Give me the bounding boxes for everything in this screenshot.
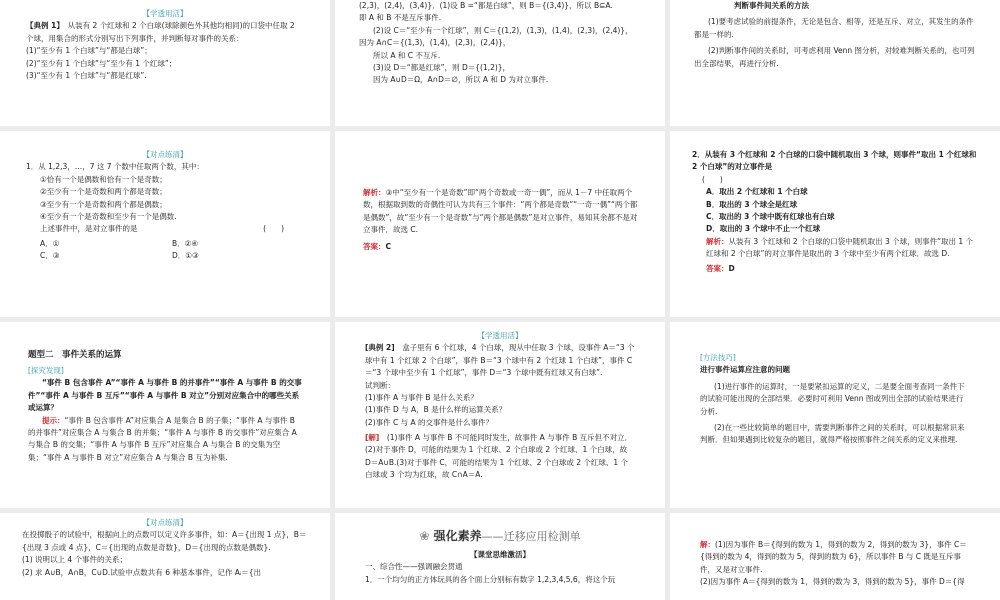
list-item: 一、综合性——强调融会贯通 [365,562,463,572]
answer: 答案：D [706,264,735,274]
solution-line: 即 A 和 B 不是互斥事件. [359,13,442,23]
example-item: (2)“至少有 1 个白球”与“至少有 1 个红球”； [26,58,177,68]
slide-example-2 [335,322,665,508]
option-c[interactable]: C．取出的 3 个球中既有红球也有白球 [706,211,835,221]
method-heading: 判断事件间关系的方法 [734,1,809,10]
example-item: (2)事件 C 与 A 的交事件是什么事件？ [365,417,494,427]
slide-topic-2 [0,322,330,508]
solution-line: 因为 A∪D＝Ω，A∩D＝∅，所以 A 和 D 为对立事件. [373,75,549,85]
option-c[interactable]: C．③ [40,251,60,260]
explore-tag: [探究发现] [28,366,64,376]
solution: 解：(1)因为事件 B＝{得到的数为 1，得到的数为 2，得到的数为 3}，事件 C＝{得到的数为 4，得到的数为 5，得到的数为 6}，所以事件 B 与 C 既是互斥事件，又是对立事件. [700,540,967,574]
method-paragraph: (1)要考虑试验的前提条件，无论是包含、相等，还是互斥、对立，其发生的条件都是一样的. [694,17,974,39]
option-a[interactable]: A．取出 2 个红球和 1 个白球 [706,187,808,197]
practice-text: 在投掷骰子的试验中，根据向上的点数可以定义许多事件，如：A＝{出现 1 点}，B＝{出现 3 点或 4 点}，C＝{出现的点数是奇数}，D＝{出现的点数是偶数}. [22,530,307,552]
slide-strengthen [335,513,665,600]
solution-line: (3)设 D＝“都是红球”，则 D＝{(1,2)}， [373,62,511,72]
hint: 提示：“事件 B 包含事件 A”对应集合 A 是集合 B 的子集；“事件 A 与事件 B 的并事件”对应集合 A 与集合 B 的并集；“事件 A 与事件 B 的交事件”对应集合 A 与集合 B 的交集；“事件 A 与事件 B 互斥”对应集合 A 与集合 B 的交集为空集；“事件 A 与事件 B 对立”对应集合 A 与集合 B 互为补集. [28,415,297,462]
section-tag: 【对点练清】 [142,518,188,527]
solution-line: 所以 A 和 C 不互斥. [373,50,441,60]
options-row [26,238,304,250]
example-item: (3)“至少有 1 个白球”与“都是红球”. [26,70,147,80]
slide-solution-final [670,513,1000,600]
slide-practice-1-solution [335,131,665,317]
analysis-label: 解析： [363,188,386,197]
solution: (2)因为事件 A＝{得到的数为 1，得到的数为 3，得到的数为 5}，事件 D＝{得 [700,577,965,587]
analysis: 解析：从装有 3 个红球和 2 个白球的口袋中随机取出 3 个球，则事件“取出 1 个红球和 2 个白球”的对立事件是取出的 3 个球中至少有两个红球．故选 D. [706,236,974,258]
practice-item: ③至少有一个是奇数和两个都是偶数； [40,199,167,209]
practice-item: ②至少有一个是奇数和两个都是奇数； [40,187,167,197]
practice-item: ④至少有一个是奇数和至少有一个是偶数. [40,211,177,221]
answer: 答案：C [363,241,392,251]
example-item: (1)事件 D 与 A，B 是什么样的运算关系？ [365,405,507,415]
practice-item: (1) 说明以上 4 个事件的关系； [22,555,128,565]
options-row [26,250,304,262]
list-item: 1．一个均匀的正方体玩具的各个面上分别标有数字 1,2,3,4,5,6，将这个玩 [365,574,616,584]
option-d[interactable]: D．①③ [172,251,199,260]
example-ask: 试判断： [365,380,395,390]
example-1-text: 【典例 1】 从装有 2 个红球和 2 个白球(球除颜色外其他均相同)的口袋中任取 2 个球，用集合的形式分别写出下列事件，并判断每对事件的关系： [26,21,295,43]
slide-practice-2 [670,131,1000,317]
slide-example-1 [0,0,330,126]
section-tag: 【学透用活】 [142,9,188,18]
option-b[interactable]: B．取出的 3 个球全是红球 [706,199,798,209]
solution-line: (2,3)，(2,4)，(3,4)}．(1)设 B =“都是白球”，则 B＝{(3,4)}，所以 B⊆A. [359,1,613,10]
practice-question: 2．从装有 3 个红球和 2 个白球的口袋中随机取出 3 个球，则事件“取出 1 个红球和 2 个白球”的对立事件是 [692,150,977,172]
slide-practice-3 [0,513,330,600]
explore-question: “事件 B 包含事件 A”“事件 A 与事件 B 的并事件”“事件 A 与事件 B 的交事件”“事件 A 与事件 B 互斥”“事件 A 与事件 B 对立”分别对应集合中的哪些关系或运算？ [28,378,302,413]
method-paragraph: (2)在一些比较简单的题目中，需要判断事件之间的关系时，可以根据常识来判断．但如果遇到比较复杂的题目，就得严格按照事件之间关系的定义来推理. [700,422,965,445]
practice-ask: 上述事件中，是对立事件的是 ( ) [40,224,284,234]
method-heading: 进行事件运算应注意的问题 [700,365,790,375]
slide-practice-1 [0,131,330,317]
method-tag: [方法技巧] [700,353,736,362]
section-tag: 【对点练清】 [142,150,188,159]
topic-title: 题型二 事件关系的运算 [28,350,122,360]
practice-item: (2) 求 A∪B，A∩B，C∪D.试验中点数共有 6 种基本事件，记作 Aᵢ＝{出 [22,567,261,577]
sub-heading: 【课堂思维激活】 [470,549,530,559]
example-2-text: [典例 2] 盒子里有 6 个红球，4 个白球，现从中任取 3 个球，设事件 A＝“3 个球中有 1 个红球 2 个白球”，事件 B＝“3 个球中有 2 个红球 1 个白球”，事件 C＝“3 个球中至少有 1 个红球”，事件 D＝“3 个球中既有红球又有白球”. [365,343,635,378]
example-item: (1)事件 A 与事件 B 是什么关系？ [365,392,478,402]
brand-title: ❀ 强化素养——迁移应用检测单 [419,529,581,543]
option-a[interactable]: A．① [40,238,60,248]
example-label: 【典例 1】 [26,21,61,31]
analysis: 解析：③中“至少有一个是奇数”即“两个奇数或一奇一偶”，而从 1－7 中任取两个数，根据取到数的奇偶性可认为共有三个事件：“两个都是奇数”“一奇一偶”“两个都是偶数”，故“至少有一个是奇数”与“两个都是偶数”是对立事件，易知其余都不是对立事件．故选 C. [363,188,638,235]
example-item: (1)“至少有 1 个白球”与“都是白球”； [26,46,152,56]
solution-line: (2)设 C＝“至少有一个红球”，则 C＝{(1,2)，(1,3)，(1,4)，(2,3)，(2,4)}， [373,25,633,35]
slide-example-1-solution [335,0,665,126]
paren: ( ) [702,174,723,184]
section-tag: 【学透用活】 [477,331,523,340]
solution-line: 因为 A∩C＝{(1,3)，(1,4)，(2,3)，(2,4)}， [359,38,511,48]
method-paragraph: (2)判断事件间的关系时，可考虑利用 Venn 图分析，对较难判断关系的，也可列出全部结果，再进行分析. [694,46,975,68]
practice-item: ①恰有一个是偶数和恰有一个是奇数； [40,174,167,184]
swirl-icon: ❀ [419,529,430,543]
slide-method-2 [670,322,1000,508]
method-paragraph: (1)进行事件的运算时，一是要紧扣运算的定义，二是要全面考查同一条件下的试验可能出现的全部结果．必要时可利用 Venn 图或列出全部的试验结果进行分析. [700,381,965,416]
practice-question: 1．从 1,2,3，…，7 这 7 个数中任取两个数，其中： [26,162,204,172]
option-b[interactable]: B．②④ [172,238,199,248]
option-d[interactable]: D．取出的 3 个球中不止一个红球 [706,224,821,234]
solution: [解] (1)事件 A 与事件 B 不可能同时发生，故事件 A 与事件 B 互斥但不对立．(2)对于事件 D，可能的结果为 1 个红球、2 个白球或 2 个红球、1 个白球，故 D＝A∪B.(3)对于事件 C，可能的结果为 1 个红球、2 个白球或 2 个红球、1 个白球或 3 个均为红球，故 C∩A＝A. [365,433,633,480]
slide-method [670,0,1000,126]
